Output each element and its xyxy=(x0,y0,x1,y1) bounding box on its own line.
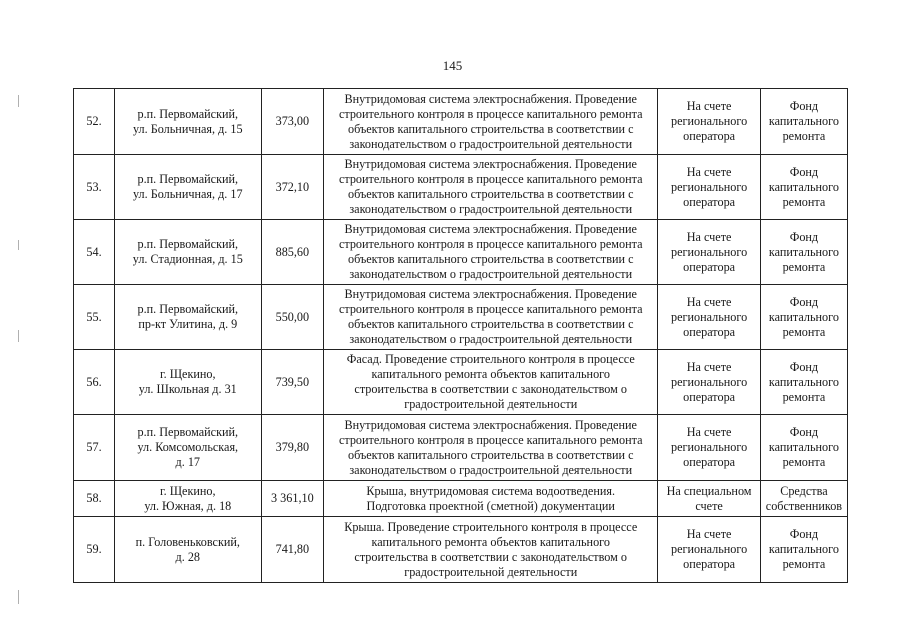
fund-line: ремонта xyxy=(782,129,826,143)
table-row xyxy=(74,155,848,220)
fund-cell xyxy=(760,285,847,350)
cost-cell: 739,50 xyxy=(261,350,324,415)
row-number: 58. xyxy=(74,481,115,517)
account-cell xyxy=(658,285,761,350)
account-line: оператора xyxy=(683,194,736,209)
fund-line: Фонд xyxy=(789,425,819,439)
account-cell xyxy=(658,517,761,583)
work-description-cell xyxy=(324,517,658,583)
work-line: строительного контроля в процессе капитального ремонта xyxy=(338,237,643,251)
fund-line: ремонта xyxy=(782,324,826,339)
fund-line: капитального xyxy=(768,179,839,194)
account-line: На счете xyxy=(686,99,732,113)
fund-line: Фонд xyxy=(789,527,819,541)
address-line: р.п. Первомайский, xyxy=(137,106,239,121)
work-line: Крыша. Проведение строительного контроля в процессе xyxy=(344,519,638,534)
account-line: счете xyxy=(695,498,723,513)
work-line: законодательством о градостроительной деятельности xyxy=(349,267,633,281)
fund-line: ремонта xyxy=(782,455,826,469)
account-cell xyxy=(658,481,761,517)
work-line: объектов капитального строительства в соответствии с xyxy=(347,447,634,462)
address-line: р.п. Первомайский, xyxy=(137,237,239,251)
fund-line: капитального xyxy=(768,374,839,389)
address-line: р.п. Первомайский, xyxy=(137,425,239,439)
address-line: д. 17 xyxy=(175,455,201,469)
cost-cell: 885,60 xyxy=(261,220,324,285)
account-line: регионального xyxy=(670,374,748,389)
address-cell xyxy=(115,415,262,481)
address-line: р.п. Первомайский, xyxy=(137,172,239,186)
scan-mark xyxy=(18,95,19,107)
account-line: регионального xyxy=(670,542,748,556)
account-line: регионального xyxy=(670,309,748,324)
cost-cell: 379,80 xyxy=(261,415,324,481)
account-line: На специальном xyxy=(666,483,752,498)
work-line: Фасад. Проведение строительного контроля в процессе xyxy=(346,352,635,366)
fund-line: собственников xyxy=(765,498,843,513)
account-line: оператора xyxy=(683,455,736,469)
account-line: оператора xyxy=(683,259,736,274)
table-row xyxy=(74,89,848,155)
fund-line: ремонта xyxy=(782,389,826,404)
row-number: 59. xyxy=(74,517,115,583)
account-line: На счете xyxy=(686,359,732,374)
fund-line: Средства xyxy=(780,483,828,498)
work-line: объектов капитального строительства в соответствии с xyxy=(347,187,634,201)
work-line: строительного контроля в процессе капитального ремонта xyxy=(338,106,643,121)
address-line: р.п. Первомайский, xyxy=(137,302,239,316)
work-description-cell xyxy=(324,285,658,350)
work-line: Внутридомовая система электроснабжения. Проведение xyxy=(344,222,637,236)
work-description-cell xyxy=(324,415,658,481)
cost-cell: 741,80 xyxy=(261,517,324,583)
scan-mark xyxy=(18,330,19,342)
work-description-cell xyxy=(324,89,658,155)
fund-line: капитального xyxy=(768,440,839,454)
work-line: строительного контроля в процессе капитального ремонта xyxy=(338,172,643,186)
work-line: градостроительной деятельности xyxy=(404,564,578,579)
work-line: строительного контроля в процессе капитального ремонта xyxy=(338,432,643,447)
row-number: 55. xyxy=(74,285,115,350)
fund-line: ремонта xyxy=(782,194,826,209)
address-cell xyxy=(115,285,262,350)
address-line: пр-кт Улитина, д. 9 xyxy=(138,317,238,331)
address-line: п. Головеньковский, xyxy=(135,534,240,549)
work-line: законодательством о градостроительной деятельности xyxy=(349,136,633,151)
account-cell xyxy=(658,89,761,155)
scan-mark xyxy=(18,590,19,604)
table-row xyxy=(74,481,848,517)
row-number: 54. xyxy=(74,220,115,285)
row-number: 57. xyxy=(74,415,115,481)
account-line: оператора xyxy=(683,389,736,404)
work-line: капитального ремонта объектов капитального xyxy=(371,534,610,549)
work-line: Внутридомовая система электроснабжения. Проведение xyxy=(344,417,637,432)
address-line: ул. Южная, д. 18 xyxy=(144,498,232,513)
account-line: регионального xyxy=(670,179,748,194)
fund-line: Фонд xyxy=(789,164,819,179)
address-line: г. Щекино, xyxy=(160,483,216,498)
fund-line: Фонд xyxy=(789,229,819,244)
table-row xyxy=(74,285,848,350)
row-number: 53. xyxy=(74,155,115,220)
work-line: Крыша, внутридомовая система водоотведения. xyxy=(366,483,616,498)
address-line: д. 28 xyxy=(175,549,201,564)
work-line: законодательством о градостроительной деятельности xyxy=(349,462,633,477)
fund-line: Фонд xyxy=(789,294,819,309)
address-cell xyxy=(115,350,262,415)
account-line: оператора xyxy=(683,557,736,571)
work-description-cell xyxy=(324,155,658,220)
work-description-cell xyxy=(324,481,658,517)
work-line: строительства в соответствии с законодательством о xyxy=(354,549,628,564)
repair-registry-table xyxy=(73,88,848,583)
fund-cell xyxy=(760,350,847,415)
address-line: ул. Стадионная, д. 15 xyxy=(132,252,243,266)
fund-cell xyxy=(760,220,847,285)
fund-line: капитального xyxy=(768,542,839,556)
work-line: Внутридомовая система электроснабжения. Проведение xyxy=(344,287,637,301)
fund-line: капитального xyxy=(768,244,839,259)
work-line: объектов капитального строительства в соответствии с xyxy=(347,121,634,136)
row-number: 52. xyxy=(74,89,115,155)
table-row xyxy=(74,220,848,285)
account-line: На счете xyxy=(686,527,732,541)
page-number: 145 xyxy=(442,58,463,73)
fund-line: капитального xyxy=(768,114,839,128)
address-cell xyxy=(115,220,262,285)
account-line: оператора xyxy=(683,129,736,143)
table-row xyxy=(74,517,848,583)
account-line: регионального xyxy=(670,244,748,259)
row-number: 56. xyxy=(74,350,115,415)
cost-cell: 3 361,10 xyxy=(261,481,324,517)
fund-cell xyxy=(760,155,847,220)
work-description-cell xyxy=(324,220,658,285)
work-line: законодательством о градостроительной деятельности xyxy=(349,332,633,346)
account-line: регионального xyxy=(670,114,748,128)
fund-line: капитального xyxy=(768,309,839,324)
address-line: ул. Больничная, д. 15 xyxy=(133,121,243,136)
account-cell xyxy=(658,220,761,285)
address-line: ул. Школьная д. 31 xyxy=(138,382,237,396)
account-cell xyxy=(658,415,761,481)
table-body xyxy=(74,89,848,583)
cost-cell: 373,00 xyxy=(261,89,324,155)
table-row xyxy=(74,415,848,481)
account-line: На счете xyxy=(686,229,732,244)
address-cell xyxy=(115,517,262,583)
work-description-cell xyxy=(324,350,658,415)
address-cell xyxy=(115,89,262,155)
account-cell xyxy=(658,155,761,220)
address-cell xyxy=(115,481,262,517)
work-line: градостроительной деятельности xyxy=(404,397,578,411)
fund-cell xyxy=(760,517,847,583)
address-line: ул. Больничная, д. 17 xyxy=(133,187,243,201)
work-line: Подготовка проектной (сметной) документации xyxy=(366,498,615,513)
account-line: оператора xyxy=(683,324,736,339)
account-cell xyxy=(658,350,761,415)
scan-mark xyxy=(18,240,19,250)
address-cell xyxy=(115,155,262,220)
work-line: объектов капитального строительства в соответствии с xyxy=(347,317,634,331)
work-line: законодательством о градостроительной деятельности xyxy=(349,202,633,216)
account-line: На счете xyxy=(686,294,732,309)
work-line: Внутридомовая система электроснабжения. Проведение xyxy=(344,157,637,171)
account-line: На счете xyxy=(686,425,732,439)
work-line: строительного контроля в процессе капитального ремонта xyxy=(338,302,643,316)
fund-line: ремонта xyxy=(782,259,826,274)
fund-line: ремонта xyxy=(782,557,826,571)
cost-cell: 550,00 xyxy=(261,285,324,350)
work-line: объектов капитального строительства в соответствии с xyxy=(347,252,634,266)
fund-cell xyxy=(760,89,847,155)
address-line: ул. Комсомольская, xyxy=(137,440,239,454)
cost-cell: 372,10 xyxy=(261,155,324,220)
fund-cell xyxy=(760,415,847,481)
account-line: На счете xyxy=(686,164,732,179)
address-line: г. Щекино, xyxy=(160,367,216,381)
table-row xyxy=(74,350,848,415)
work-line: Внутридомовая система электроснабжения. Проведение xyxy=(344,91,637,106)
work-line: капитального ремонта объектов капитального xyxy=(371,367,610,381)
fund-line: Фонд xyxy=(789,99,819,113)
fund-cell xyxy=(760,481,847,517)
account-line: регионального xyxy=(670,440,748,454)
work-line: строительства в соответствии с законодательством о xyxy=(354,382,628,396)
fund-line: Фонд xyxy=(789,359,819,374)
